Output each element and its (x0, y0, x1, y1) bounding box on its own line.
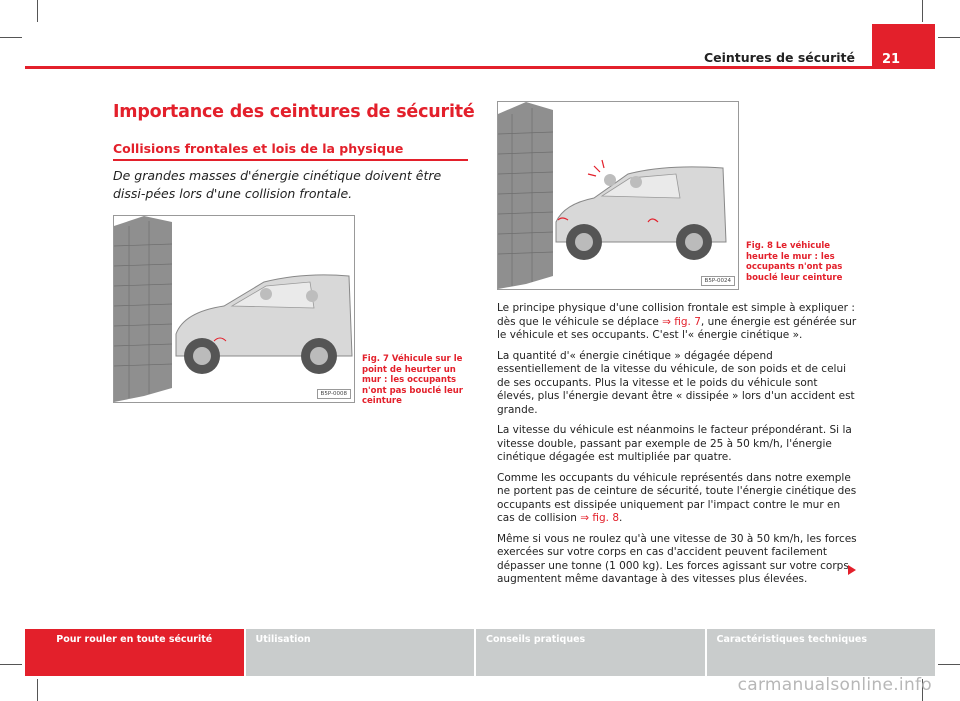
watermark: carmanualsonline.info (737, 675, 932, 695)
crop-mark (922, 0, 923, 22)
figure-code: B5P-0008 (317, 389, 351, 399)
page-heading: Importance des ceintures de sécurité (113, 102, 475, 122)
continue-arrow-icon (848, 565, 856, 575)
text: Le principe physique d'une collision frontale est simple à expliquer : dès que le véhicule se déplace (497, 302, 855, 328)
crop-mark (0, 664, 22, 665)
paragraph (497, 472, 857, 526)
lead-paragraph: De grandes masses d'énergie cinétique doivent être dissi-pées lors d'une collision frontale. (113, 168, 442, 201)
figure-8-link[interactable]: ⇒ fig. 8 (580, 512, 620, 524)
figure-8-caption: Fig. 8 Le véhicule heurte le mur : les occupants n'ont pas bouclé leur ceinture (746, 241, 843, 283)
figure-7-illustration (113, 215, 355, 403)
text: . (619, 512, 623, 524)
subheading-rule (113, 159, 468, 161)
body-text (497, 302, 857, 594)
crop-mark (37, 0, 38, 22)
figure-7-caption: Fig. 7 Véhicule sur le point de heurter un mur : les occupants n'ont pas bouclé leur ceinture (362, 354, 463, 406)
paragraph: Même si vous ne roulez qu'à une vitesse de 30 à 50 km/h, les forces exercées sur votre corps en cas d'accident peuvent facilement dépasser une tonne (1 000 kg). Les forces agissant sur votre corps augmentent même davantage à des vitesses plus élevées. (497, 532, 857, 585)
crop-mark (938, 37, 960, 38)
page-number: 21 (872, 24, 935, 68)
text: , une énergie est générée sur le véhicule et ses occupants. C'est l'« énergie cinétique ». (497, 315, 857, 341)
text: Comme les occupants du véhicule représentés dans notre exemple ne portent pas de ceinture de sécurité, toute l'énergie cinétique des occupants est dissipée uniquement par l'impact contre le mur en cas de collision (497, 471, 857, 524)
header-rule (25, 66, 935, 69)
section-title: Ceintures de sécurité (703, 50, 855, 65)
subheading: Collisions frontales et lois de la physique (113, 141, 404, 156)
footer-nav (25, 629, 935, 676)
tab-conseils-pratiques[interactable]: Conseils pratiques (476, 629, 705, 676)
figure-8-illustration (497, 101, 739, 290)
figure-code: B5P-0024 (701, 276, 735, 286)
paragraph: La quantité d'« énergie cinétique » dégagée dépend essentiellement de la vitesse du véhicule, de son poids et de celui de ses occupants. Plus la vitesse et le poids du véhicule sont élevés, plus l'énergie devant être « dissipée » lors d'un accident est grande. (497, 349, 855, 416)
paragraph (497, 302, 857, 343)
tab-caracteristiques[interactable]: Caractéristiques techniques (707, 629, 936, 676)
paragraph: La vitesse du véhicule est néanmoins le facteur prépondérant. Si la vitesse double, passant par exemple de 25 à 50 km/h, l'énergie cinétique dégagée est multipliée par quatre. (497, 424, 852, 463)
crop-mark (37, 679, 38, 701)
crop-mark (938, 664, 960, 665)
tab-utilisation[interactable]: Utilisation (246, 629, 475, 676)
tab-pour-rouler[interactable]: Pour rouler en toute sécurité (25, 629, 244, 676)
crop-mark (0, 37, 22, 38)
figure-7-link[interactable]: ⇒ fig. 7 (662, 315, 701, 328)
